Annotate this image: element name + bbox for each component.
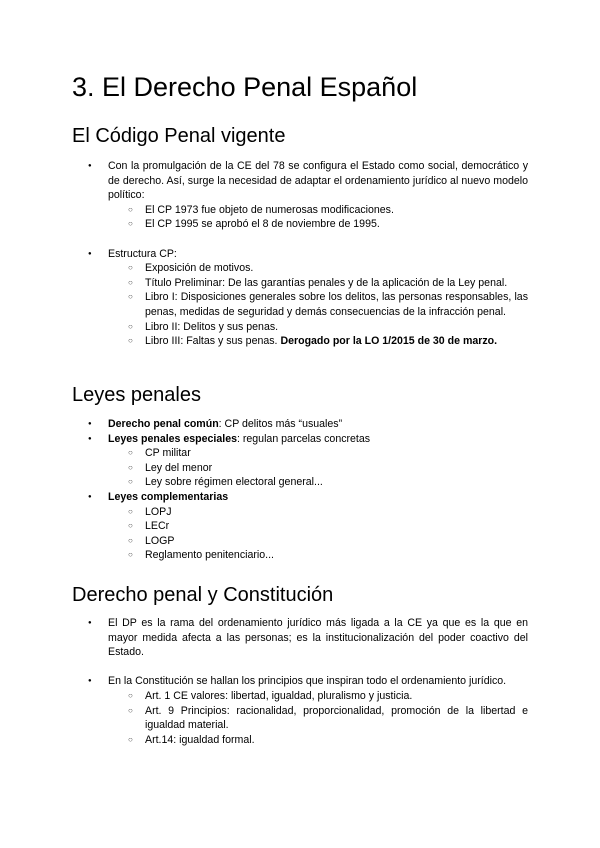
sub-list-item: ○ Exposición de motivos. <box>145 261 528 276</box>
sub-list-item: ○ El CP 1995 se aprobó el 8 de noviembre de 1995. <box>145 217 528 232</box>
list-item <box>108 417 528 432</box>
list-item: ● Estructura CP: <box>108 247 528 262</box>
item-text: Libro III: Faltas y sus penas. <box>145 335 278 348</box>
sub-list-item: ○ LECr <box>145 519 528 534</box>
sub-list-item: ○ LOGP <box>145 534 528 549</box>
section-derecho-constitucion <box>108 616 528 747</box>
sub-list-item: ○ Ley sobre régimen electoral general... <box>145 475 528 490</box>
bold-term: Leyes complementarias <box>108 490 229 503</box>
sub-list-item: ○ Reglamento penitenciario... <box>145 548 528 563</box>
item-text: : CP delitos más “usuales” <box>218 418 343 430</box>
sub-list-item: ○ Título Preliminar: De las garantías penales y de la aplicación de la Ley penal. <box>145 276 528 291</box>
sub-list-item: ○ El CP 1973 fue objeto de numerosas modificaciones. <box>145 203 528 218</box>
list-item: ● El DP es la rama del ordenamiento jurídico más ligada a la CE ya que es la que en mayor medida afecta a las personas; es la institucionalización del poder coactivo del Estado. <box>108 616 528 660</box>
section-heading: Derecho penal y Constitución <box>72 584 334 606</box>
sub-list-item: ○ Art. 1 CE valores: libertad, igualdad, pluralismo y justicia. <box>145 689 528 704</box>
section-heading: Leyes penales <box>72 384 201 406</box>
section-leyes-penales <box>108 417 528 563</box>
section-codigo-penal <box>108 159 528 349</box>
item-text: : regulan parcelas concretas <box>236 432 371 445</box>
bold-note: Derogado por la LO 1/2015 de 30 de marzo. <box>280 335 498 348</box>
sub-list-item: ○ Ley del menor <box>145 461 528 476</box>
sub-list-item: ○ Art.14: igualdad formal. <box>145 733 528 748</box>
section-heading: El Código Penal vigente <box>72 125 286 147</box>
page-title: 3. El Derecho Penal Español <box>72 72 418 102</box>
list-item <box>108 490 528 505</box>
sub-list-item: ○ LOPJ <box>145 505 528 520</box>
sub-list-item: ○ CP militar <box>145 446 528 461</box>
list-item <box>108 432 528 447</box>
sub-list-item: ○ Libro I: Disposiciones generales sobre los delitos, las personas responsables, las penas, medidas de seguridad y demás consecuencias de la infracción penal. <box>145 290 528 319</box>
list-item: ● Con la promulgación de la CE del 78 se configura el Estado como social, democrático y de derecho. Así, surge la necesidad de adaptar el ordenamiento jurídico al nuevo modelo político: <box>108 159 528 203</box>
list-item: ● En la Constitución se hallan los principios que inspiran todo el ordenamiento jurídico. <box>108 674 528 689</box>
bold-term: Derecho penal común <box>108 418 219 430</box>
sub-list-item <box>145 334 528 349</box>
sub-list-item: ○ Libro II: Delitos y sus penas. <box>145 320 528 335</box>
sub-list-item: ○ Art. 9 Principios: racionalidad, proporcionalidad, promoción de la libertad e igualdad material. <box>145 704 528 733</box>
bold-term: Leyes penales especiales <box>108 432 237 445</box>
